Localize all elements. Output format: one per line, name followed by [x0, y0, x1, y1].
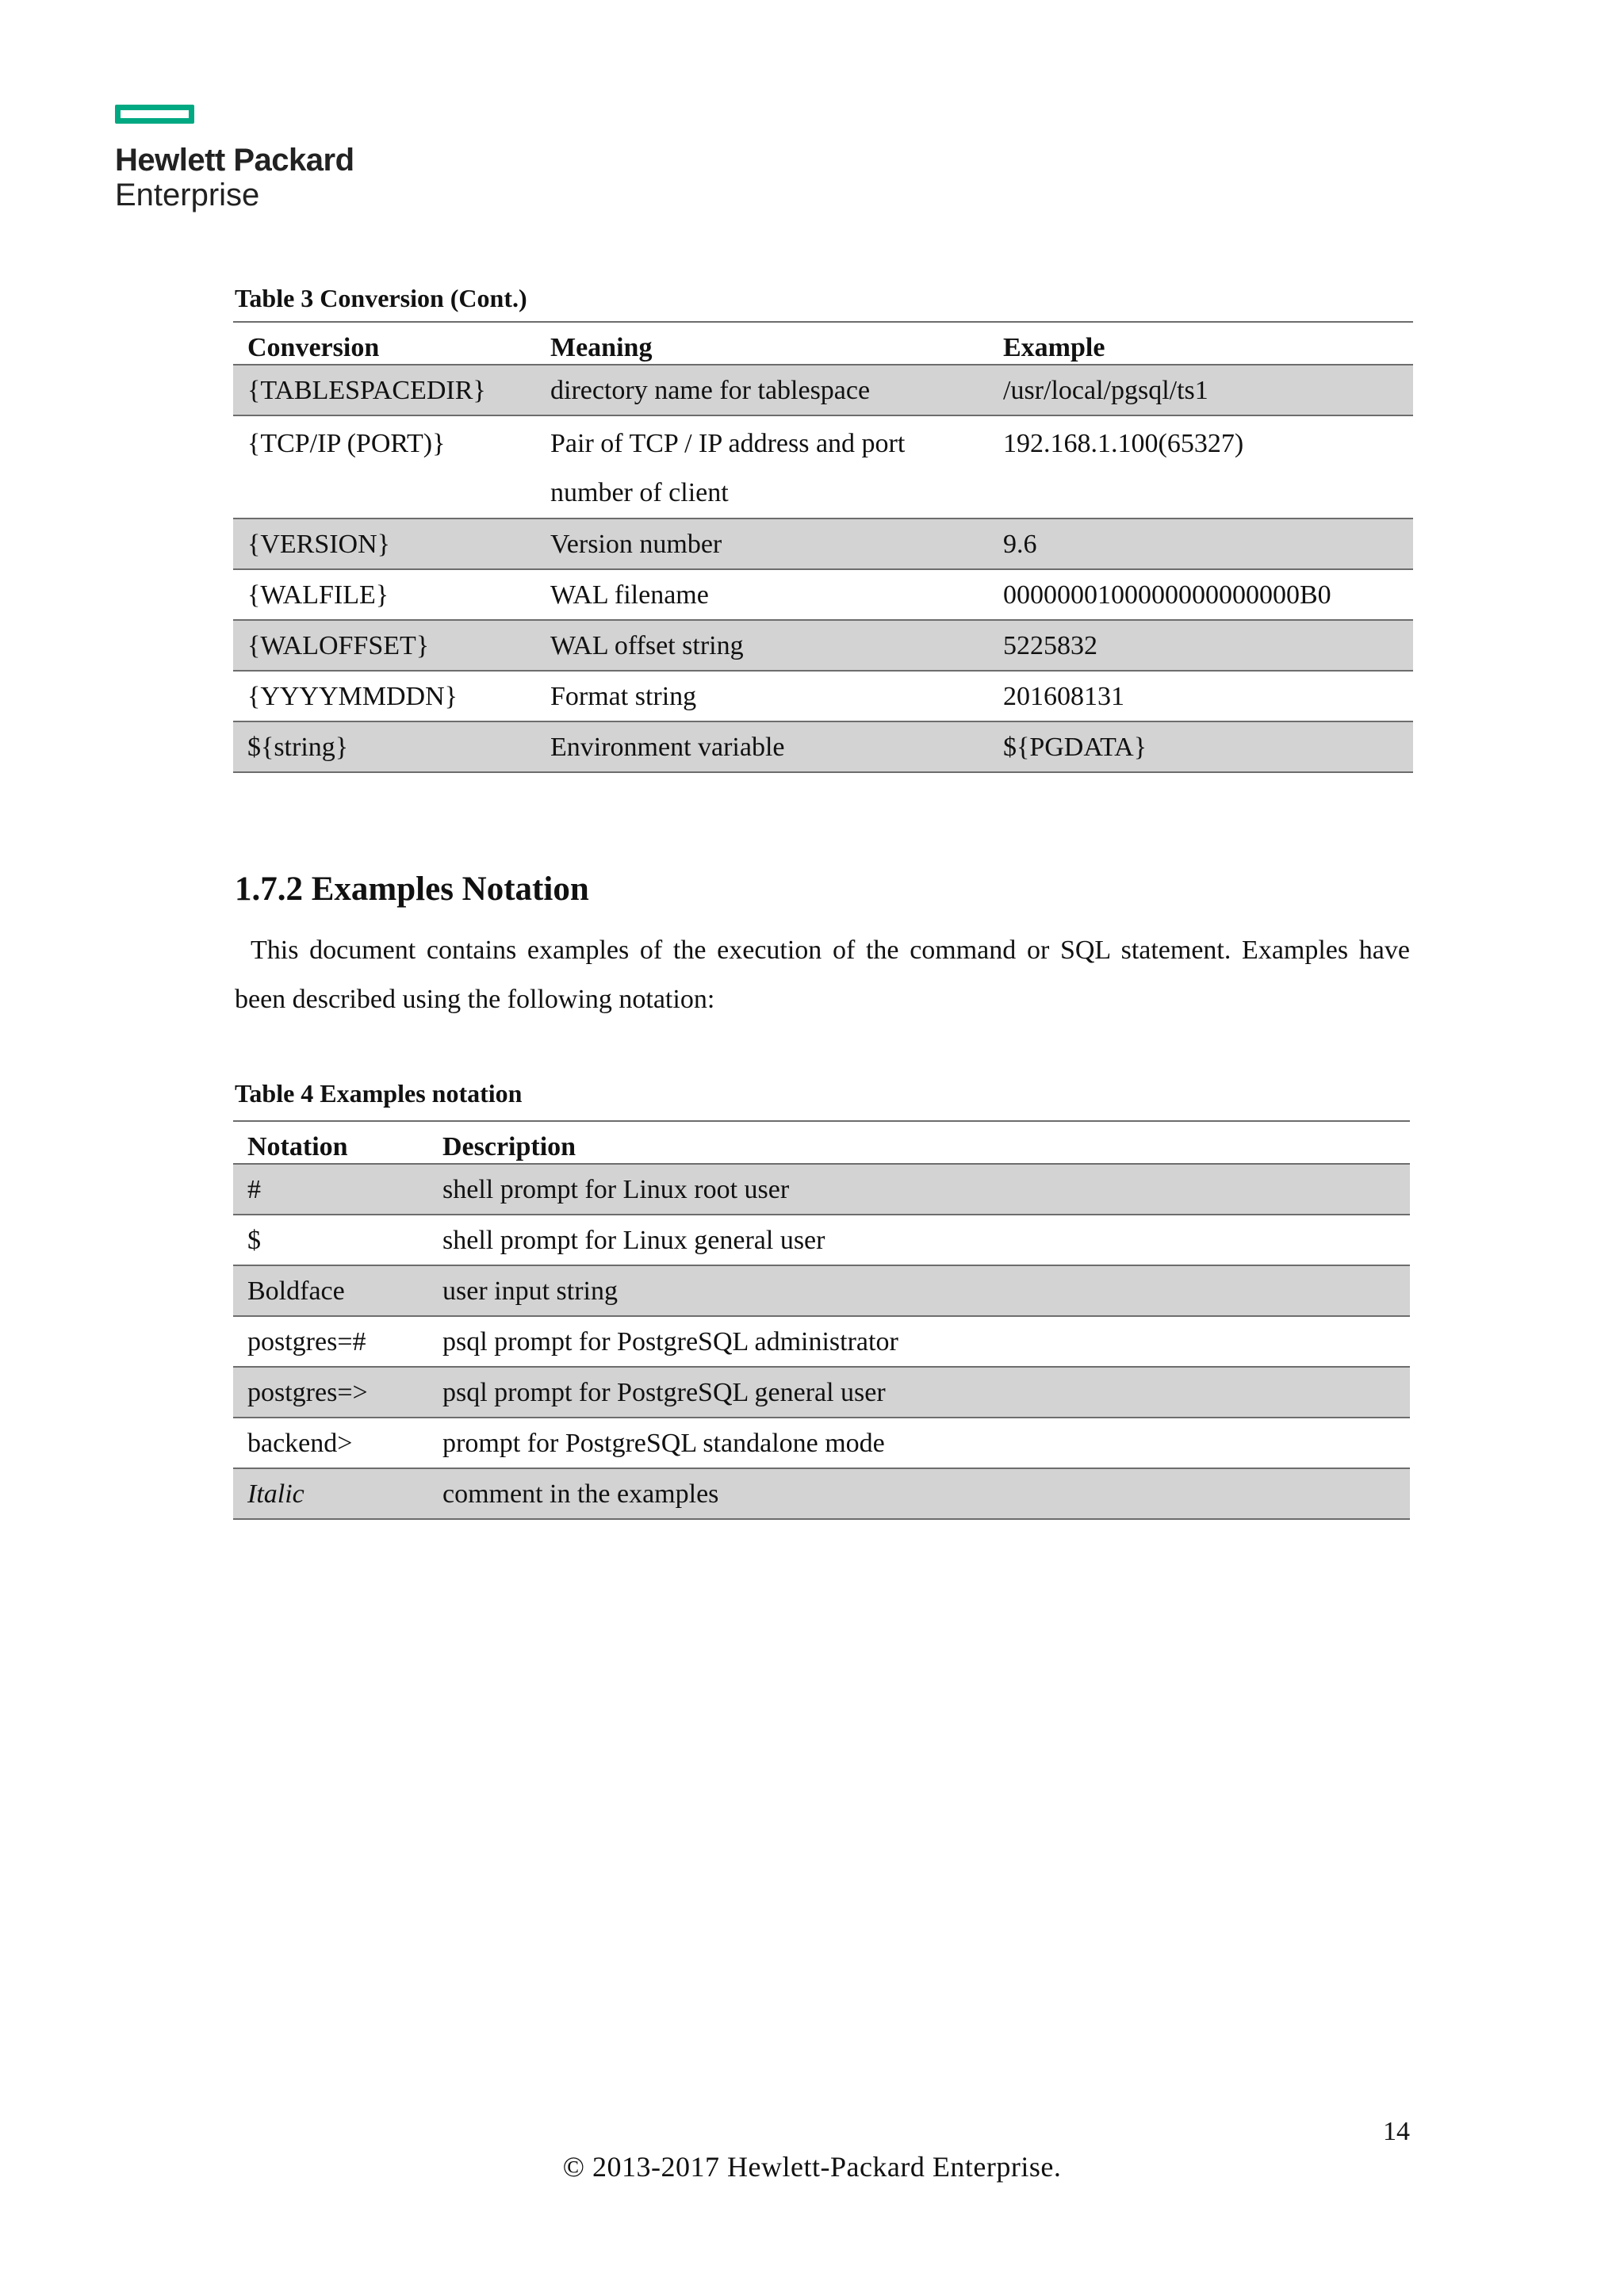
- conversion-table: [233, 321, 1413, 773]
- notation-table: [233, 1120, 1410, 1520]
- table-cell: {TABLESPACEDIR}: [233, 365, 536, 415]
- table-cell: 201608131: [989, 671, 1413, 721]
- table-row: [233, 721, 1413, 772]
- table-cell: $: [233, 1215, 428, 1265]
- table-cell: Boldface: [233, 1265, 428, 1316]
- column-header: Example: [989, 322, 1413, 365]
- table-row: [233, 1164, 1410, 1215]
- table4-caption: Table 4 Examples notation: [235, 1079, 523, 1108]
- table3-caption: Table 3 Conversion (Cont.): [235, 284, 527, 312]
- logo-text-line1: Hewlett Packard: [115, 143, 354, 178]
- table-header-row: [233, 322, 1413, 365]
- table-cell: 0000000100000000000000B0: [989, 569, 1413, 620]
- column-header: Meaning: [536, 322, 989, 365]
- table-cell: Italic: [233, 1468, 428, 1519]
- table-cell: 5225832: [989, 620, 1413, 671]
- table-cell: /usr/local/pgsql/ts1: [989, 365, 1413, 415]
- table-row: [233, 620, 1413, 671]
- intro-paragraph: This document contains examples of the execution of the command or SQL statement. Examples have been described using the following notation:: [235, 936, 1410, 1014]
- table-row: [233, 1367, 1410, 1418]
- table-cell: {WALOFFSET}: [233, 620, 536, 671]
- table-cell: WAL offset string: [536, 620, 989, 671]
- table-cell: 9.6: [989, 519, 1413, 569]
- table-cell: directory name for tablespace: [536, 365, 989, 415]
- table-row: [233, 1215, 1410, 1265]
- hpe-logo: [115, 105, 354, 212]
- table-cell: {YYYYMMDDN}: [233, 671, 536, 721]
- table-cell: psql prompt for PostgreSQL administrator: [428, 1316, 1410, 1367]
- table-row: [233, 671, 1413, 721]
- table-row: [233, 365, 1413, 415]
- section-heading: 1.7.2 Examples Notation: [235, 871, 589, 908]
- table-row: [233, 1468, 1410, 1519]
- logo-text-line2: Enterprise: [115, 178, 260, 212]
- table-cell: ${PGDATA}: [989, 721, 1413, 772]
- copyright-footer: © 2013-2017 Hewlett-Packard Enterprise.: [562, 2151, 1062, 2183]
- hpe-logo-mark: [115, 105, 194, 124]
- table-cell: comment in the examples: [428, 1468, 1410, 1519]
- table-cell: user input string: [428, 1265, 1410, 1316]
- table-header-row: [233, 1121, 1410, 1164]
- table-cell: WAL filename: [536, 569, 989, 620]
- table-cell: Version number: [536, 519, 989, 569]
- table-cell: postgres=>: [233, 1367, 428, 1418]
- column-header: Conversion: [233, 322, 536, 365]
- table-row: [233, 1418, 1410, 1468]
- table-row: [233, 569, 1413, 620]
- table-cell: Format string: [536, 671, 989, 721]
- column-header: Notation: [233, 1121, 428, 1164]
- table-cell: postgres=#: [233, 1316, 428, 1367]
- table-cell: 192.168.1.100(65327): [989, 415, 1413, 519]
- table-cell: psql prompt for PostgreSQL general user: [428, 1367, 1410, 1418]
- table-cell: shell prompt for Linux root user: [428, 1164, 1410, 1215]
- table-cell: {VERSION}: [233, 519, 536, 569]
- table-row: [233, 1265, 1410, 1316]
- table-cell: {WALFILE}: [233, 569, 536, 620]
- table-cell: shell prompt for Linux general user: [428, 1215, 1410, 1265]
- table-cell: Pair of TCP / IP address and port number of client: [536, 415, 989, 519]
- table-cell: ${string}: [233, 721, 536, 772]
- page-number: 14: [1383, 2117, 1410, 2146]
- table-cell: backend>: [233, 1418, 428, 1468]
- table-cell: #: [233, 1164, 428, 1215]
- table-cell: Environment variable: [536, 721, 989, 772]
- table-row: [233, 1316, 1410, 1367]
- table-row: [233, 519, 1413, 569]
- table-cell: prompt for PostgreSQL standalone mode: [428, 1418, 1410, 1468]
- column-header: Description: [428, 1121, 1410, 1164]
- table-cell: {TCP/IP (PORT)}: [233, 415, 536, 519]
- table-row: [233, 415, 1413, 519]
